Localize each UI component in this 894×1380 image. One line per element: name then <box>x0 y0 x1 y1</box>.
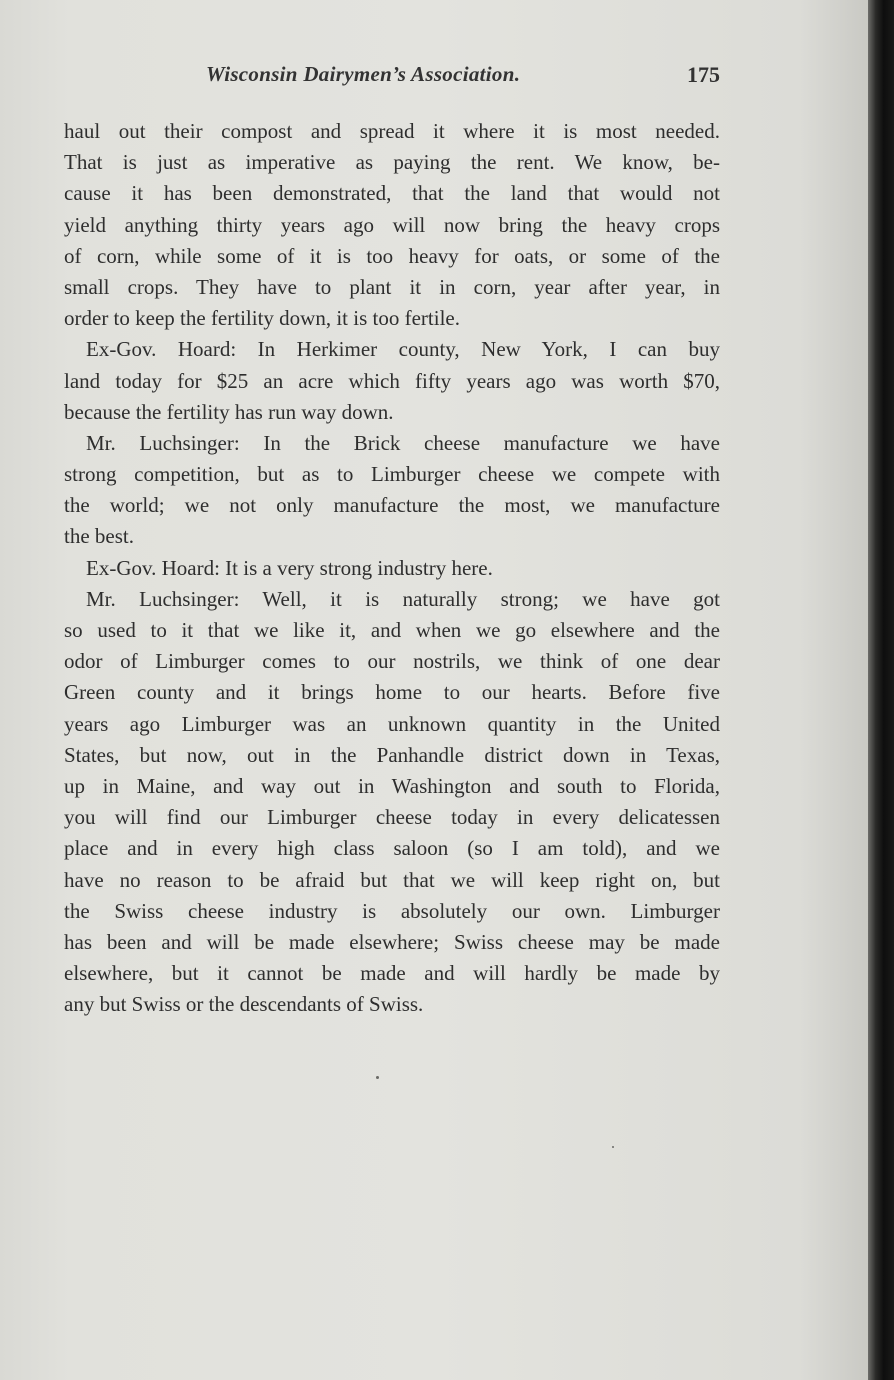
text-line: up in Maine, and way out in Washington and south to Florida, <box>64 773 720 798</box>
text-line: odor of Limburger comes to our nostrils, we think of one dear <box>64 649 720 674</box>
speaker-line: Mr. Luchsinger: In the Brick cheese manufacture we have <box>86 430 720 455</box>
text-line: That is just as imperative as paying the rent. We know, be- <box>64 150 720 175</box>
text-line: States, but now, out in the Panhandle district down in Texas, <box>64 742 720 767</box>
text-line: of corn, while some of it is too heavy for oats, or some of the <box>64 243 720 268</box>
speaker-line: Ex-Gov. Hoard: It is a very strong industry here. <box>86 555 493 580</box>
text-line: has been and will be made elsewhere; Swiss cheese may be made <box>64 929 720 954</box>
text-line: elsewhere, but it cannot be made and will hardly be made by <box>64 961 720 986</box>
running-title: Wisconsin Dairymen’s Association. <box>206 62 521 86</box>
text-line: small crops. They have to plant it in corn, year after year, in <box>64 274 720 299</box>
page-number: 175 <box>687 62 720 87</box>
text-line: the world; we not only manufacture the most, we manufacture <box>64 493 720 518</box>
speaker-line: Ex-Gov. Hoard: In Herkimer county, New York, I can buy <box>86 337 720 362</box>
text-line: cause it has been demonstrated, that the land that would not <box>64 181 720 206</box>
text-line: strong competition, but as to Limburger cheese we compete with <box>64 462 720 487</box>
text-line: order to keep the fertility down, it is too fertile. <box>64 306 460 331</box>
text-line: place and in every high class saloon (so I am told), and we <box>64 836 720 861</box>
text-line: years ago Limburger was an unknown quantity in the United <box>64 711 720 736</box>
paper-speck <box>376 1076 379 1079</box>
text-line: Green county and it brings home to our hearts. Before five <box>64 680 720 705</box>
paper-speck <box>612 1146 614 1148</box>
text-line: because the fertility has run way down. <box>64 399 394 424</box>
text-line: any but Swiss or the descendants of Swiss. <box>64 992 424 1017</box>
text-line: have no reason to be afraid but that we will keep right on, but <box>64 867 720 892</box>
text-line: yield anything thirty years ago will now bring the heavy crops <box>64 212 720 237</box>
binding-edge <box>868 0 894 1380</box>
text-line: you will find our Limburger cheese today in every delicatessen <box>64 805 720 830</box>
running-head <box>64 62 720 92</box>
text-line: so used to it that we like it, and when we go elsewhere and the <box>64 618 720 642</box>
speaker-line: Mr. Luchsinger: Well, it is naturally strong; we have got <box>86 586 720 611</box>
text-line: the best. <box>64 524 134 549</box>
body-text <box>64 116 720 1020</box>
text-line: the Swiss cheese industry is absolutely our own. Limburger <box>64 898 720 923</box>
text-line: land today for $25 an acre which fifty years ago was worth $70, <box>64 368 720 393</box>
text-line: haul out their compost and spread it where it is most needed. <box>64 119 720 143</box>
